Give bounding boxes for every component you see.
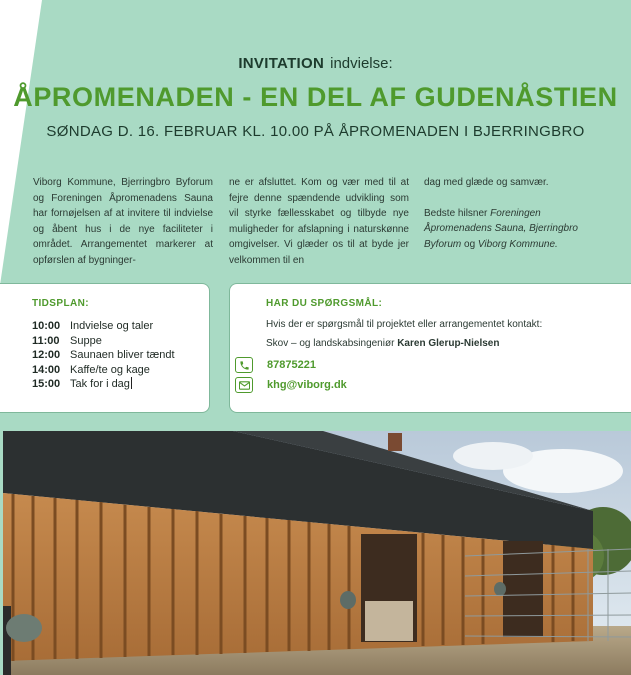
kicker-bold: INVITATION <box>238 55 325 72</box>
email-address[interactable]: khg@viborg.dk <box>267 379 347 391</box>
sauna-illustration <box>3 431 631 675</box>
event-subtitle: SØNDAG D. 16. FEBRUAR KL. 10.00 PÅ ÅPROMENADEN I BJERRINGBRO <box>46 123 585 140</box>
schedule-row <box>32 363 175 378</box>
questions-intro: Hvis der er spørgsmål til projektet eller arrangementet kontakt: <box>266 319 543 330</box>
contact-line <box>266 338 499 349</box>
kicker <box>0 55 631 72</box>
body-column-1: Viborg Kommune, Bjerringbro Byforum og Foreningen Åpromenadens Sauna har fornøjelsen af at invitere til indvielse og åbent hus i de nye faciliteter i området. Arrangementet markerer at opførslen af bygninger- <box>33 177 213 266</box>
schedule-box <box>0 283 210 413</box>
questions-heading: HAR DU SPØRGSMÅL: <box>266 298 383 309</box>
schedule-heading: TIDSPLAN: <box>32 298 89 309</box>
schedule-row <box>32 334 175 349</box>
text-cursor <box>131 377 132 389</box>
body-column-3 <box>424 175 602 252</box>
phone-row[interactable] <box>235 357 316 373</box>
contact-name: Karen Glerup-Nielsen <box>397 338 500 349</box>
schedule-text: Kaffe/te og kage <box>70 363 150 376</box>
contact-title: Skov – og landskabsingeniør <box>266 338 395 349</box>
header <box>0 55 631 140</box>
body-column-2: ne er afsluttet. Kom og vær med til at fejre denne spændende udvikling som vil styrke fællesskabet og tilbyde nye muligheder for afslapning i naturskønne omgivelser. Vi glæder os til at byde jer velkommen til en <box>229 177 409 266</box>
schedule-time: 14:00 <box>32 363 61 376</box>
schedule-text: Suppe <box>70 334 102 347</box>
schedule-text: Indvielse og taler <box>70 320 154 332</box>
schedule-text: Saunaen bliver tændt <box>70 349 175 362</box>
greeting <box>424 206 602 253</box>
schedule-time: 12:00 <box>32 349 61 362</box>
sauna-photo <box>3 431 631 675</box>
phone-number[interactable]: 87875221 <box>267 359 316 371</box>
email-icon <box>235 377 253 393</box>
page-title: ÅPROMENADEN - EN DEL AF GUDENÅSTIEN <box>13 82 618 112</box>
phone-icon <box>235 357 253 373</box>
schedule-row <box>32 348 175 363</box>
kicker-rest: indvielse: <box>330 55 393 72</box>
schedule-text: Tak for i dag <box>70 378 130 391</box>
greeting-text: Bedste hilsner <box>424 207 488 219</box>
schedule-time: 10:00 <box>32 320 61 332</box>
greeting-orgs: Foreningen Åpromenadens Sauna, Bjerringbro Byforum <box>424 207 578 250</box>
schedule-time: 11:00 <box>32 334 60 347</box>
schedule-row <box>32 377 175 392</box>
questions-box <box>229 283 631 413</box>
schedule-time: 15:00 <box>32 378 61 391</box>
closing-line: dag med glæde og samvær. <box>424 177 549 188</box>
greeting-and: og <box>464 238 476 250</box>
greeting-org2: Viborg Kommune. <box>477 238 558 250</box>
schedule-row <box>32 319 175 334</box>
schedule-list <box>32 319 175 392</box>
email-row[interactable] <box>235 377 347 393</box>
